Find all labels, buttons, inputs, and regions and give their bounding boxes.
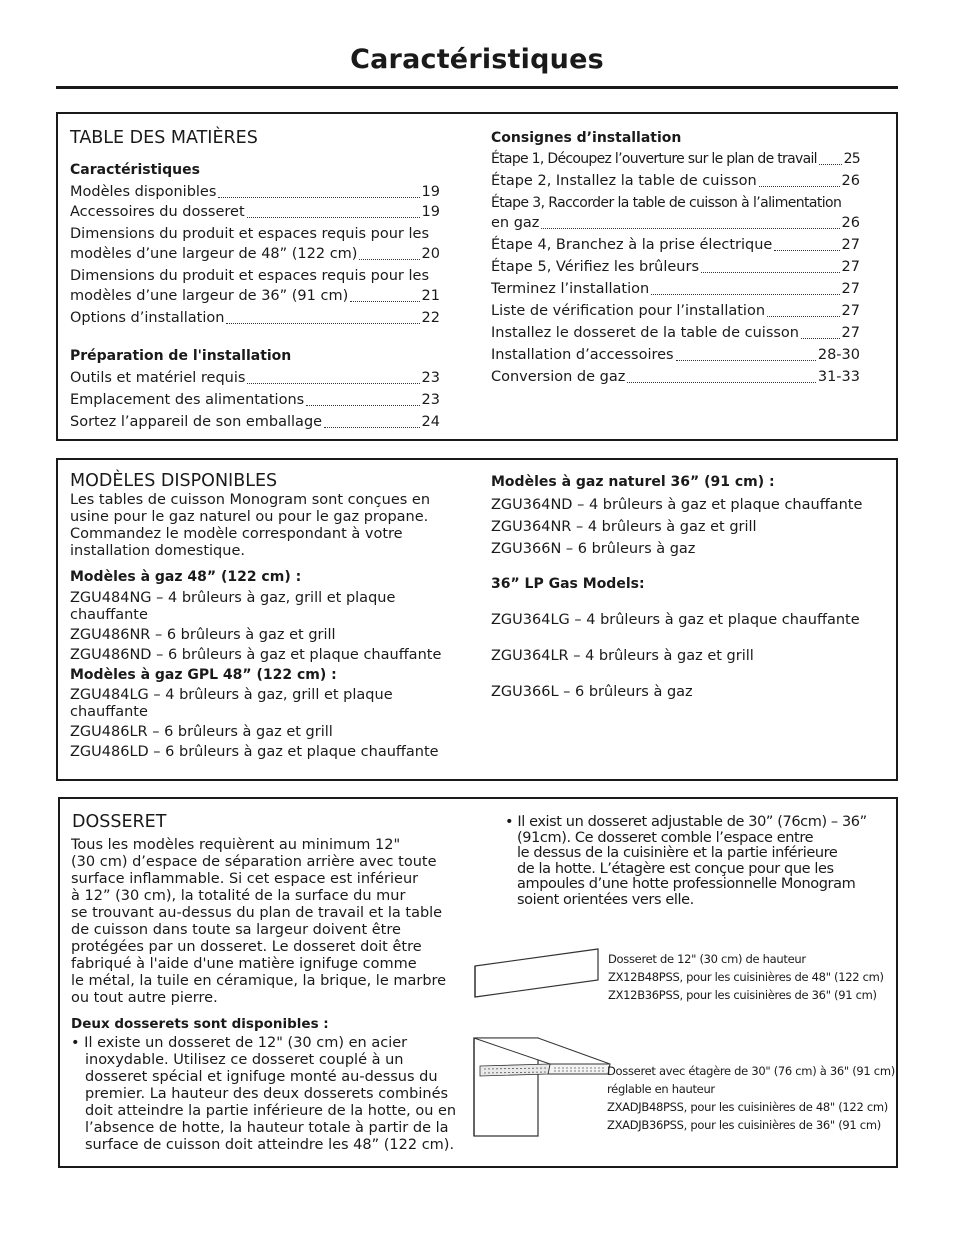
model-item: ZGU364NR – 4 brûleurs à gaz et grill — [491, 519, 757, 535]
model-item: ZGU484LG – 4 brûleurs à gaz, grill et plaque chauffante — [70, 687, 393, 720]
caption-backguard-shelf: Dosseret avec étagère de 30" (76 cm) à 36" (91 cm) réglable en hauteur ZXADJB48PSS, pour les cuisinières de 48" (122 cm) ZXADJB36PSS, pour les cuisinières de 36" (91 cm) — [607, 1064, 895, 1132]
toc-section-title: Préparation de l'installation — [70, 348, 292, 364]
toc-entry[interactable]: Terminez l’installation 27 — [491, 281, 860, 297]
model-item: ZGU486ND – 6 brûleurs à gaz et plaque chauffante — [70, 647, 442, 663]
toc-entry[interactable]: Outils et matériel requis 23 — [70, 370, 440, 386]
toc-entry[interactable]: Conversion de gaz 31-33 — [491, 369, 860, 385]
toc-entry[interactable]: Dimensions du produit et espaces requis pour les modèles d’une largeur de 48” (122 cm) 20 — [70, 226, 440, 262]
toc-entry[interactable]: Étape 3, Raccorder la table de cuisson à l’alimentation en gaz 26 — [491, 195, 860, 231]
model-item: ZGU364ND – 4 brûleurs à gaz et plaque chauffante — [491, 497, 863, 513]
toc-entry[interactable]: Étape 1, Découpez l’ouverture sur le plan de travail 25 — [491, 151, 860, 167]
model-item: ZGU486LD – 6 brûleurs à gaz et plaque chauffante — [70, 744, 439, 760]
model-group-title: 36” LP Gas Models: — [491, 576, 645, 592]
model-item: ZGU486LR – 6 brûleurs à gaz et grill — [70, 724, 333, 740]
model-item: ZGU364LG – 4 brûleurs à gaz et plaque chauffante — [491, 612, 860, 628]
model-group-title: Modèles à gaz naturel 36” (91 cm) : — [491, 474, 775, 490]
model-item: ZGU366L – 6 brûleurs à gaz — [491, 684, 693, 700]
model-item: ZGU364LR – 4 brûleurs à gaz et grill — [491, 648, 754, 664]
model-item: ZGU486NR – 6 brûleurs à gaz et grill — [70, 627, 336, 643]
models-right-column — [491, 472, 881, 702]
models-heading: MODÈLES DISPONIBLES — [70, 471, 278, 491]
model-group-title: Modèles à gaz 48” (122 cm) : — [70, 569, 302, 585]
model-group-title: Modèles à gaz GPL 48” (122 cm) : — [70, 667, 337, 683]
backguard-bullet: • Il exist un dosseret adjustable de 30” (76cm) – 36” (91cm). Ce dosseret comble l’espace entre le dessus de la cuisinière et la partie inférieure de la hotte. L’étagère est conçue pour que les ampoules d’une hotte professionnelle Monogram soient orientées vers elle. — [505, 814, 867, 908]
backguard-12in-illustration — [472, 944, 602, 1000]
toc-entry[interactable]: Étape 4, Branchez à la prise électrique 27 — [491, 237, 860, 253]
toc-entry[interactable]: Étape 2, Installez la table de cuisson 26 — [491, 173, 860, 189]
backguard-heading: DOSSERET — [72, 812, 167, 832]
toc-entry[interactable]: Liste de vérification pour l’installation 27 — [491, 303, 860, 319]
toc-entry[interactable]: Options d’installation 22 — [70, 310, 440, 326]
toc-entry[interactable]: Modèles disponibles 19 — [70, 184, 440, 200]
model-item: ZGU484NG – 4 brûleurs à gaz, grill et plaque chauffante — [70, 590, 396, 623]
title-divider — [56, 86, 898, 89]
models-intro: Les tables de cuisson Monogram sont conçues en usine pour le gaz naturel ou pour le gaz propane. Commandez le modèle correspondant à votre installation domestique. — [70, 492, 431, 559]
backguard-shelf-illustration — [470, 1036, 615, 1140]
toc-section-title: Caractéristiques — [70, 162, 200, 178]
toc-entry[interactable]: Étape 5, Vérifiez les brûleurs 27 — [491, 259, 860, 275]
toc-entry[interactable]: Emplacement des alimentations 23 — [70, 392, 440, 408]
toc-section-title: Consignes d’installation — [491, 130, 682, 146]
toc-right-column — [491, 128, 860, 387]
model-item: ZGU366N – 6 brûleurs à gaz — [491, 541, 696, 557]
toc-entry[interactable]: Sortez l’appareil de son emballage 24 — [70, 414, 440, 430]
caption-backguard-12in: Dosseret de 12" (30 cm) de hauteur ZX12B48PSS, pour les cuisinières de 48" (122 cm) ZX12B36PSS, pour les cuisinières de 36" (91 cm) — [608, 952, 884, 1002]
backguard-bullet: • Il existe un dosseret de 12" (30 cm) en acier inoxydable. Utilisez ce dosseret couplé à un dosseret spécial et ignifuge monté au-dessus du premier. La hauteur des deux dosserets combinés doit atteindre la partie inférieure de la hotte, ou en l’absence de hotte, la hauteur totale à partir de la surface de cuisson doit atteindre les 48” (122 cm). — [71, 1035, 457, 1153]
toc-left-column — [70, 160, 440, 432]
toc-entry[interactable]: Installation d’accessoires 28-30 — [491, 347, 860, 363]
backguard-subheading: Deux dosserets sont disponibles : — [71, 1016, 329, 1032]
toc-entry[interactable]: Dimensions du produit et espaces requis pour les modèles d’une largeur de 36” (91 cm) 21 — [70, 268, 440, 304]
toc-heading: TABLE DES MATIÈRES — [70, 128, 258, 148]
toc-entry[interactable]: Accessoires du dosseret 19 — [70, 204, 440, 220]
toc-entry[interactable]: Installez le dosseret de la table de cuisson 27 — [491, 325, 860, 341]
backguard-paragraph: Tous les modèles requièrent au minimum 12" (30 cm) d’espace de séparation arrière avec toute surface inflammable. Si cet espace est inférieur à 12” (30 cm), la totalité de la surface du mur se trouvant au-dessus du plan de travail et la table de cuisson dans toute sa largeur doivent être protégées par un dosseret. Le dosseret doit être fabriqué à l'aide d'une matière ignifuge comme le métal, la tuile en céramique, la brique, le marbre ou tout autre pierre. — [71, 837, 447, 1006]
backguard-left-column — [71, 837, 456, 1154]
models-left-column — [70, 492, 450, 762]
page-title: Caractéristiques — [350, 44, 604, 75]
